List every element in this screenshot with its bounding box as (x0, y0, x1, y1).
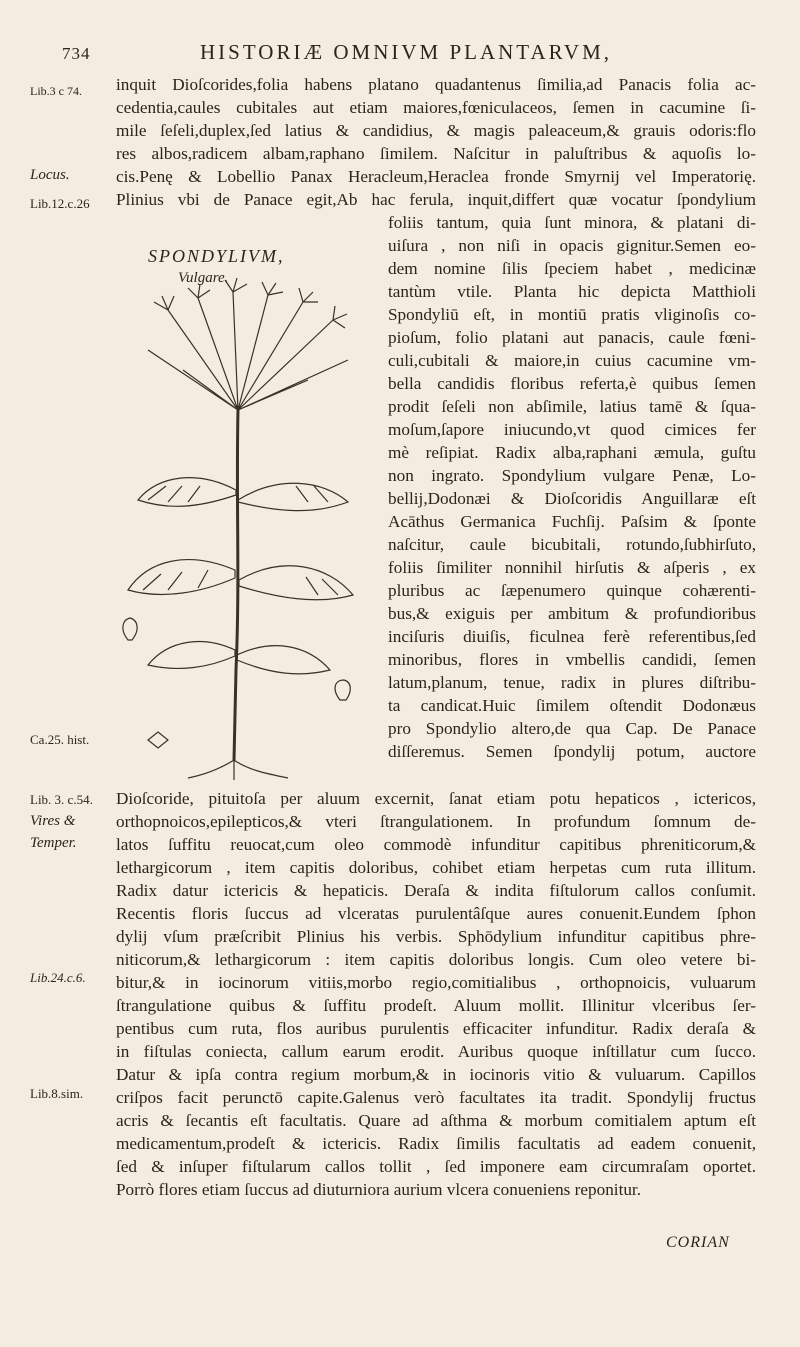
text-line: minoribus, flores in vmbellis candidi, ſemen (388, 650, 756, 669)
text-line: niticorum,& lethargicorum : item capitis doloribus longis. Cum oleo vetere bi- (116, 950, 756, 969)
text-line: bellij,Dodonæi & Dioſcoridis Anguillaræ eſt (388, 489, 756, 508)
text-line: foliis tantum, quia ſunt minora, & platani di- (388, 213, 756, 232)
umbel-flowers-icon (148, 278, 348, 410)
text-line: pentibus cum ruta, flos auribus purulentis efficaciter infunditur. Radix deraſa & (116, 1019, 756, 1038)
root-icon (188, 760, 288, 780)
text-line: ſed & inſuper fiſtularum callos tollit , ſed imponere eam circumraſam oportet. (116, 1157, 756, 1176)
text-line: naſcitur, caule bicubitali, rotundo,ſubhirſuto, (388, 535, 756, 554)
text-line: pioſum, folio platani aut panacis, caule fœni- (388, 328, 756, 347)
text-line: acris & ſecantis eſt facultatis. Quare ad aſthma & morbum comitialem aptum eſt (116, 1111, 756, 1130)
text-line: diſſeremus. Semen ſpondylij potum, auctore (388, 742, 756, 761)
text-line: mile ſeſeli,duplex,ſed latius & candidius, & magis paleaceum,& grauis odoris:flo (116, 121, 756, 140)
text-line: dylij vſum præſcribit Plinius his verbis. Sphōdylium infunditur capitibus phre- (116, 927, 756, 946)
text-line: latum,planum, tenue, radix in plures diſtribu- (388, 673, 756, 692)
leaf-cluster-icon (128, 478, 353, 674)
text-line: Porrò flores etiam ſuccus ad diuturniora aurium vlcera conueniens reponitur. (116, 1180, 642, 1199)
catchword: CORIAN (666, 1234, 730, 1251)
text-line: ta candicat.Huic ſimilem oſtendit Dodonæus (388, 696, 756, 715)
text-line: pluribus ac ſæpenumero quinque cohærenti- (388, 581, 756, 600)
text-line: cis.Penę & Lobellio Panax Heracleum,Heraclea fronde Smyrnij vel Imperatorię. (116, 167, 756, 186)
margin-note-vires: Vires & (30, 813, 76, 829)
text-line: bus,& exiguis per ambitum & profundioribus (388, 604, 756, 623)
text-line: orthopnoicos,epilepticos,& vteri ſtrangulationem. In profundum ſomnum de- (116, 812, 756, 831)
margin-reference: Lib.8.sim. (30, 1086, 84, 1101)
text-line: inciſuris diuiſis, ficulnea ferè referentibus,ſed (388, 627, 756, 646)
plant-woodcut-illustration (108, 240, 368, 780)
text-line: latos ſuffitu reuocat,cum oleo commodè infunditur capitibus phreniticorum,& (116, 835, 756, 854)
margin-reference: Lib.24.c.6. (30, 970, 86, 985)
text-line: bitur,& in iocinorum vitiis,morbo regio,comitialibus , orthopnoicis, vuluarum (116, 973, 756, 992)
text-line: Spondyliū eſt, in montiū pratis vliginoſis co- (388, 305, 756, 324)
text-line: bella candidis floribus referta,è quibus ſemen (388, 374, 756, 393)
text-line: dem nomine ſilis ſpeciem habet , medicinæ (388, 259, 756, 278)
running-head: HISTORIÆ OMNIVM PLANTARVM, (200, 40, 613, 64)
text-line: criſpos facit perunctō capite.Galenus verò facultates ita tradit. Spondylij fructus (116, 1088, 756, 1107)
text-line: moſum,ſapore iniucundo,vt quod cimices fer (388, 420, 756, 439)
main-stem (234, 410, 238, 760)
text-line: culi,cubitali & maiore,in cuius cacumine vm- (388, 351, 756, 370)
figure-title: SPONDYLIVM, (148, 246, 285, 266)
text-line: tantùm vtile. Planta hic depicta Matthioli (388, 282, 756, 301)
margin-note-locus: Locus. (30, 167, 70, 183)
margin-reference: Lib. 3. c.54. (30, 792, 93, 807)
text-line: Datur & ipſa contra regium morbum,& in iocinoris vitio & vuluarum. Capillos (116, 1065, 756, 1084)
text-line: Plinius vbi de Panace egit,Ab hac ferula, inquit,differt quæ vocatur ſpondylium (116, 190, 756, 209)
margin-reference: Lib.12.c.26 (30, 196, 90, 211)
text-line: pro Spondylio altero,de qua Cap. De Panace (388, 719, 756, 738)
text-line: Dioſcoride, pituitoſa per aluum excernit, ſanat etiam potu hepaticos , ictericos, (116, 789, 756, 808)
text-line: Radix datur ictericis & hepaticis. Deraſa & indita fiſtulorum callos conſumit. (116, 881, 756, 900)
text-line: lethargicorum , item capitis doloribus, cohibet etiam herpetas cum ruta illitum. (116, 858, 756, 877)
text-line: inquit Dioſcorides,folia habens platano quadantenus ſimilia,ad Panacis folia ac- (116, 75, 756, 94)
margin-note-temper: Temper. (30, 835, 77, 851)
text-line: cedentia,caules cubitales aut etiam maiores,fœniculaceos, ſemen in cacumine ſi- (116, 98, 756, 117)
text-line: foliis ſimiliter nonnihil hirſutis & aſperis , ex (388, 558, 756, 577)
text-line: uiſura , non niſi in opacis gignitur.Semen eo- (388, 236, 756, 255)
text-line: in fiſtulas coniecta, callum earum erodit. Auribus quoque inſtillatur cum ſucco. (116, 1042, 756, 1061)
text-line: prodit ſeſeli non abſimile, latius tamē & ſqua- (388, 397, 756, 416)
text-line: Recentis floris ſuccus ad vlceratas purulentâſque aures conuenit.Eundem ſphon (116, 904, 756, 923)
text-line: medicamentum,prodeſt & ictericis. Radix ſimilis facultatis ad eadem conuenit, (116, 1134, 756, 1153)
text-line: res albos,radicem albam,raphano ſimilem. Naſcitur in paluſtribus & aquoſis lo- (116, 144, 756, 163)
margin-reference: Ca.25. hist. (30, 732, 90, 747)
page-number: 734 (62, 44, 91, 63)
figure-subtitle: Vulgare. (178, 270, 229, 286)
margin-reference: Lib.3 c 74. (30, 84, 82, 98)
text-line: non ingrato. Spondylium vulgare Penæ, Lo- (388, 466, 756, 485)
text-line: mè reſipiat. Radix alba,raphani æmula, guſtu (388, 443, 756, 462)
text-line: Acāthus Germanica Fuchſij. Paſsim & ſponte (388, 512, 756, 531)
text-line: ſtrangulatione quibus & ſuffitu prodeſt. Aluum mollit. Illinitur vlceribus ſer- (116, 996, 756, 1015)
